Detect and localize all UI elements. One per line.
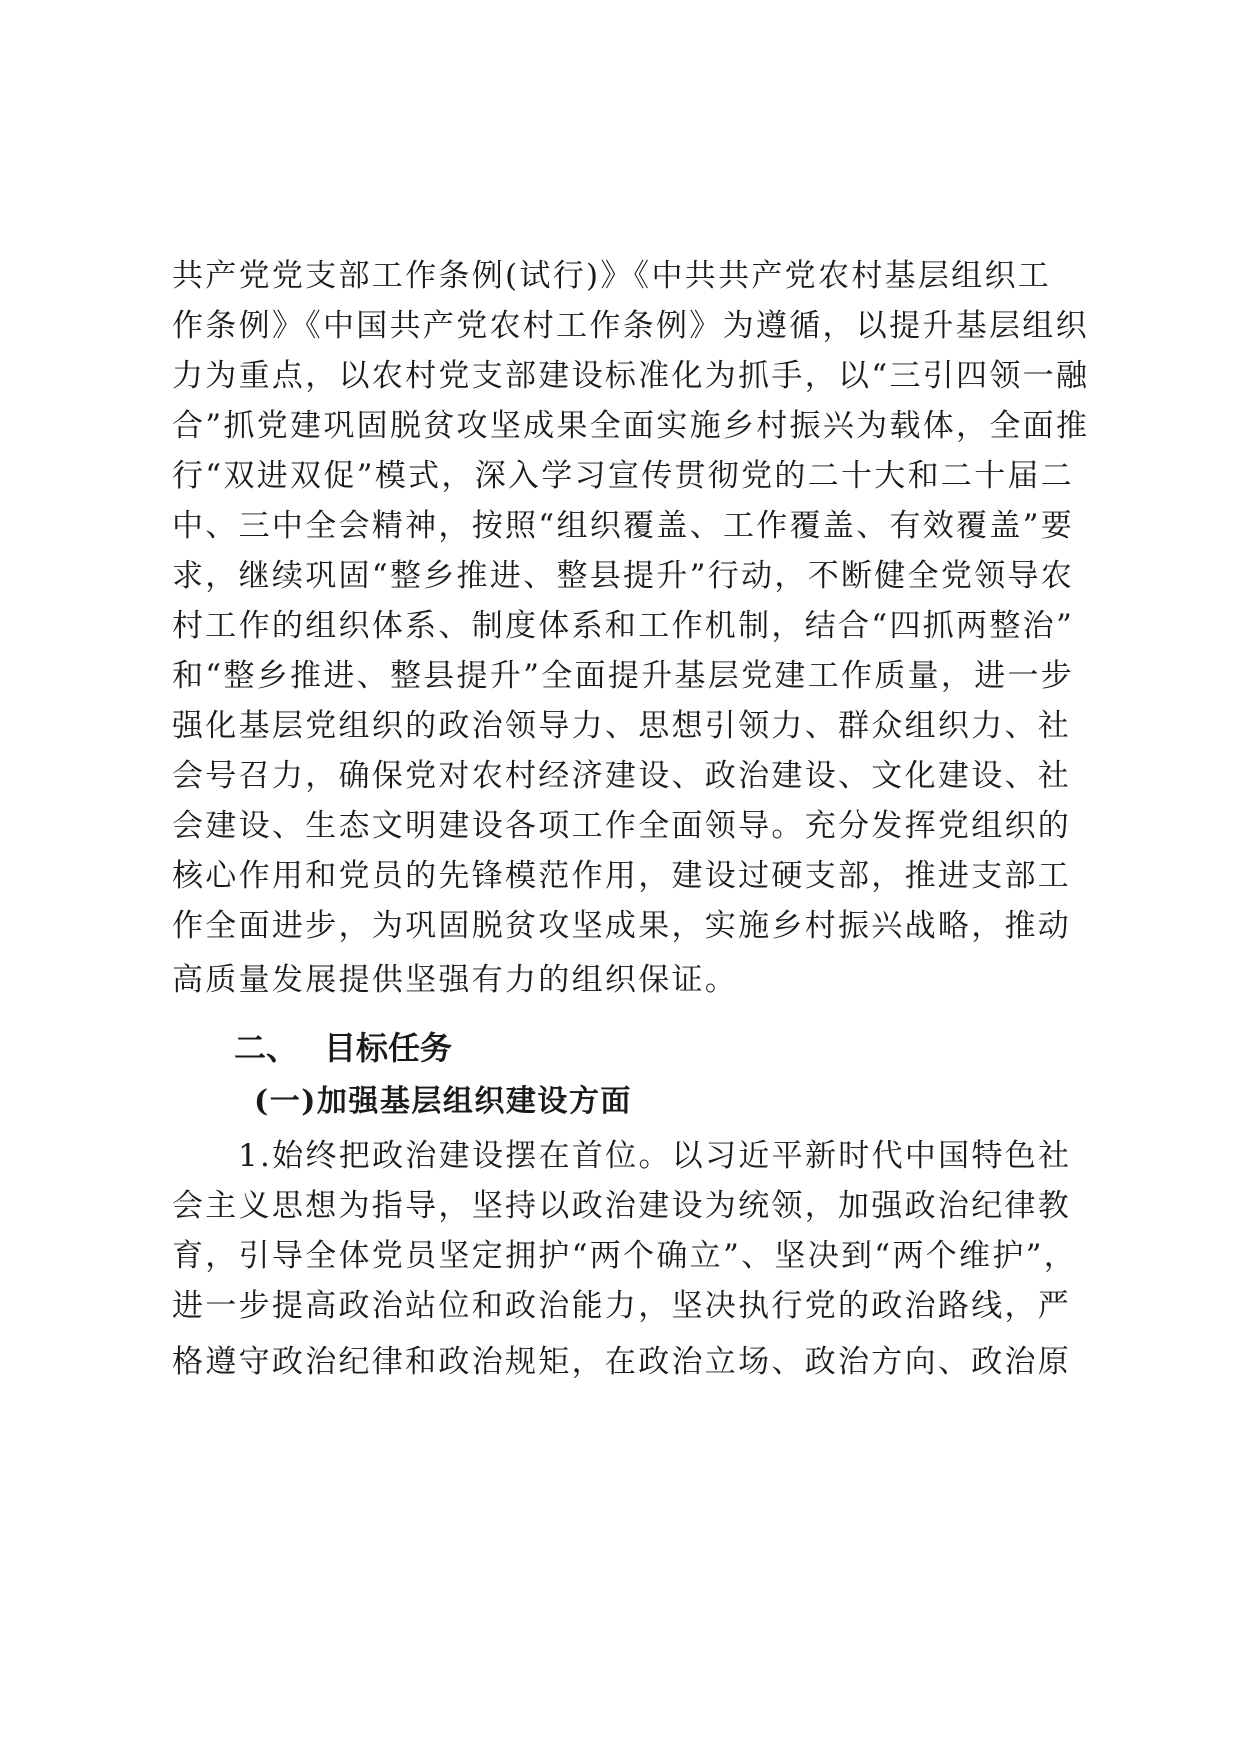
body-line: 会建设、生态文明建设各项工作全面领导。充分发挥党组织的 (172, 808, 1072, 844)
body-line: 育，引导全体党员坚定拥护“两个确立”、坚决到“两个维护”， (172, 1238, 1078, 1274)
section-heading (234, 1028, 452, 1068)
body-line: 作全面进步，为巩固脱贫攻坚成果，实施乡村振兴战略，推动 (172, 908, 1072, 944)
body-line: 合”抓党建巩固脱贫攻坚成果全面实施乡村振兴为载体，全面推 (172, 408, 1090, 444)
body-line: 1.始终把政治建设摆在首位。以习近平新时代中国特色社 (238, 1138, 1072, 1174)
body-line: 共产党党支部工作条例(试行)》《中共共产党农村基层组织工 (172, 258, 1052, 294)
body-line: 中、三中全会精神，按照“组织覆盖、工作覆盖、有效覆盖”要 (172, 508, 1075, 544)
body-line: 村工作的组织体系、制度体系和工作机制，结合“四抓两整治” (172, 608, 1075, 644)
body-line: 作条例》《中国共产党农村工作条例》为遵循，以提升基层组织 (172, 308, 1089, 344)
section-number: 二、 (234, 1029, 299, 1067)
body-line: 和“整乡推进、整县提升”全面提升基层党建工作质量，进一步 (172, 658, 1075, 694)
section-title: 目标任务 (324, 1029, 453, 1067)
subsection-heading: (一)加强基层组织建设方面 (254, 1084, 632, 1119)
body-line: 力为重点，以农村党支部建设标准化为抓手，以“三引四领一融 (172, 358, 1090, 394)
body-line: 会主义思想为指导，坚持以政治建设为统领，加强政治纪律教 (172, 1188, 1072, 1224)
body-line: 行“双进双促”模式，深入学习宣传贯彻党的二十大和二十届二 (172, 458, 1075, 494)
body-line: 高质量发展提供坚强有力的组织保证。 (172, 962, 739, 998)
body-line: 会号召力，确保党对农村经济建设、政治建设、文化建设、社 (172, 758, 1072, 794)
body-line: 核心作用和党员的先锋模范作用，建设过硬支部，推进支部工 (172, 858, 1072, 894)
body-line: 强化基层党组织的政治领导力、思想引领力、群众组织力、社 (172, 708, 1072, 744)
body-line: 格遵守政治纪律和政治规矩，在政治立场、政治方向、政治原 (172, 1344, 1072, 1380)
body-line: 求，继续巩固“整乡推进、整县提升”行动，不断健全党领导农 (172, 558, 1075, 594)
body-line: 进一步提高政治站位和政治能力，坚决执行党的政治路线，严 (172, 1288, 1072, 1324)
